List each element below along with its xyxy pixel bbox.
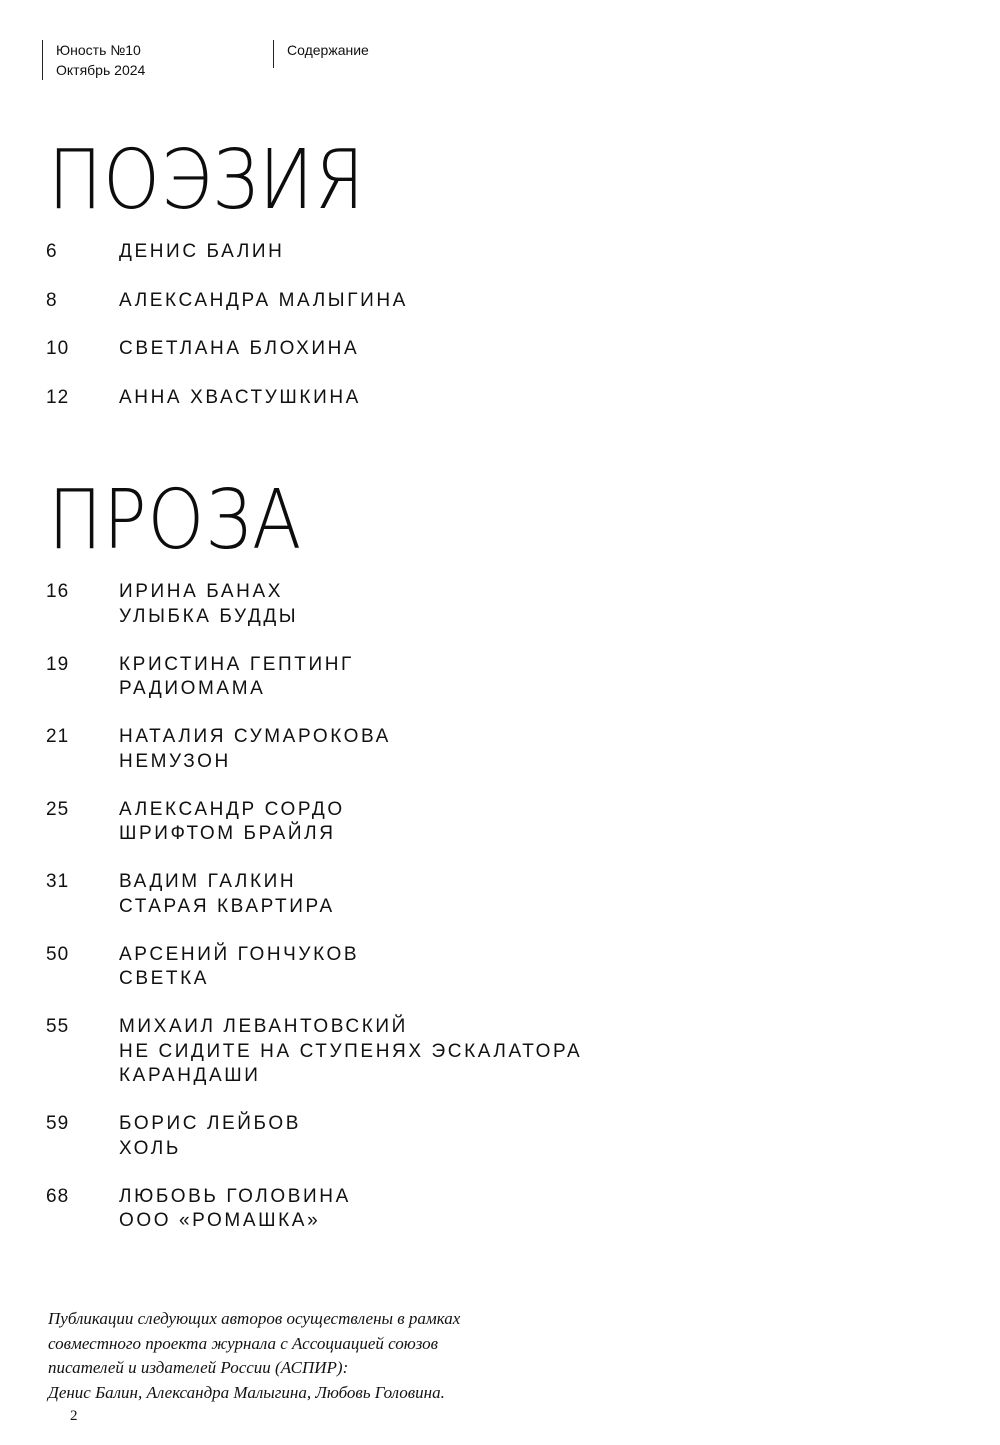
toc-page-number: 25 [46, 798, 70, 820]
toc-work-title: ХОЛЬ [119, 1137, 181, 1159]
toc-author: НАТАЛИЯ СУМАРОКОВА [119, 726, 391, 747]
toc-author: СВЕТЛАНА БЛОХИНА [119, 338, 360, 359]
toc-entry [46, 725, 582, 774]
section-header [273, 40, 369, 68]
toc-author: МИХАИЛ ЛЕВАНТОВСКИЙ [119, 1016, 408, 1037]
toc-page-number: 21 [46, 726, 70, 747]
toc-entry [46, 337, 408, 386]
toc-page-number: 55 [46, 1016, 70, 1037]
section-name: Содержание [287, 42, 369, 58]
toc-entry [46, 289, 408, 338]
toc-entry [46, 870, 582, 919]
toc-entry [46, 1112, 582, 1161]
toc-page-number: 19 [46, 653, 70, 675]
toc-work-title: СТАРАЯ КВАРТИРА [119, 895, 335, 917]
toc-author: АЛЕКСАНДР СОРДО [119, 798, 345, 820]
poetry-title: ПОЭЗИЯ [48, 133, 366, 228]
toc-work-title: ООО «РОМАШКА» [119, 1210, 321, 1231]
prose-title: ПРОЗА [48, 473, 303, 568]
toc-author: ДЕНИС БАЛИН [119, 241, 285, 262]
toc-author: ЛЮБОВЬ ГОЛОВИНА [119, 1185, 351, 1207]
toc-entry [46, 1015, 582, 1089]
toc-page-number: 50 [46, 943, 70, 965]
toc-entry [46, 943, 582, 992]
toc-page-number: 8 [46, 289, 58, 311]
toc-author: АЛЕКСАНДРА МАЛЫГИНА [119, 289, 408, 311]
toc-work-title: ШРИФТОМ БРАЙЛЯ [119, 823, 336, 844]
toc-author: ИРИНА БАНАХ [119, 581, 284, 602]
footnote-line: Публикации следующих авторов осуществлены в рамках [48, 1309, 461, 1328]
toc-work-title: НЕМУЗОН [119, 750, 231, 772]
magazine-header [42, 40, 145, 80]
aspir-footnote [48, 1307, 460, 1405]
toc-page-number: 10 [46, 338, 70, 359]
toc-work-title: СВЕТКА [119, 968, 210, 989]
toc-author: КРИСТИНА ГЕПТИНГ [119, 653, 354, 675]
prose-toc [46, 580, 582, 1257]
toc-author: АРСЕНИЙ ГОНЧУКОВ [119, 943, 360, 965]
page-number: 2 [70, 1408, 78, 1424]
toc-entry [46, 653, 582, 702]
footnote-line: совместного проекта журнала с Ассоциацией союзов [48, 1333, 439, 1353]
toc-author: БОРИС ЛЕЙБОВ [119, 1113, 302, 1134]
issue-date: Октябрь 2024 [56, 62, 146, 78]
toc-entry [46, 580, 582, 629]
toc-entry [46, 240, 408, 289]
toc-work-title: КАРАНДАШИ [119, 1065, 261, 1086]
toc-page-number: 6 [46, 241, 58, 262]
toc-work-title: УЛЫБКА БУДДЫ [119, 605, 299, 627]
magazine-name: Юность №10 [56, 42, 141, 58]
toc-author: ВАДИМ ГАЛКИН [119, 871, 297, 892]
toc-page-number: 59 [46, 1113, 70, 1134]
toc-work-title: НЕ СИДИТЕ НА СТУПЕНЯХ ЭСКАЛАТОРА [119, 1040, 583, 1062]
poetry-toc [46, 240, 408, 434]
footnote-line: писателей и издателей России (АСПИР): [48, 1358, 349, 1377]
footnote-line: Денис Балин, Александра Малыгина, Любовь Головина. [48, 1382, 445, 1402]
toc-page-number: 31 [46, 871, 70, 892]
toc-page-number: 68 [46, 1185, 70, 1207]
toc-entry [46, 386, 408, 435]
toc-entry [46, 1185, 582, 1234]
toc-work-title: РАДИОМАМА [119, 678, 266, 699]
toc-author: АННА ХВАСТУШКИНА [119, 386, 361, 408]
toc-page-number: 16 [46, 581, 70, 602]
toc-page-number: 12 [46, 386, 70, 408]
toc-entry [46, 798, 582, 847]
